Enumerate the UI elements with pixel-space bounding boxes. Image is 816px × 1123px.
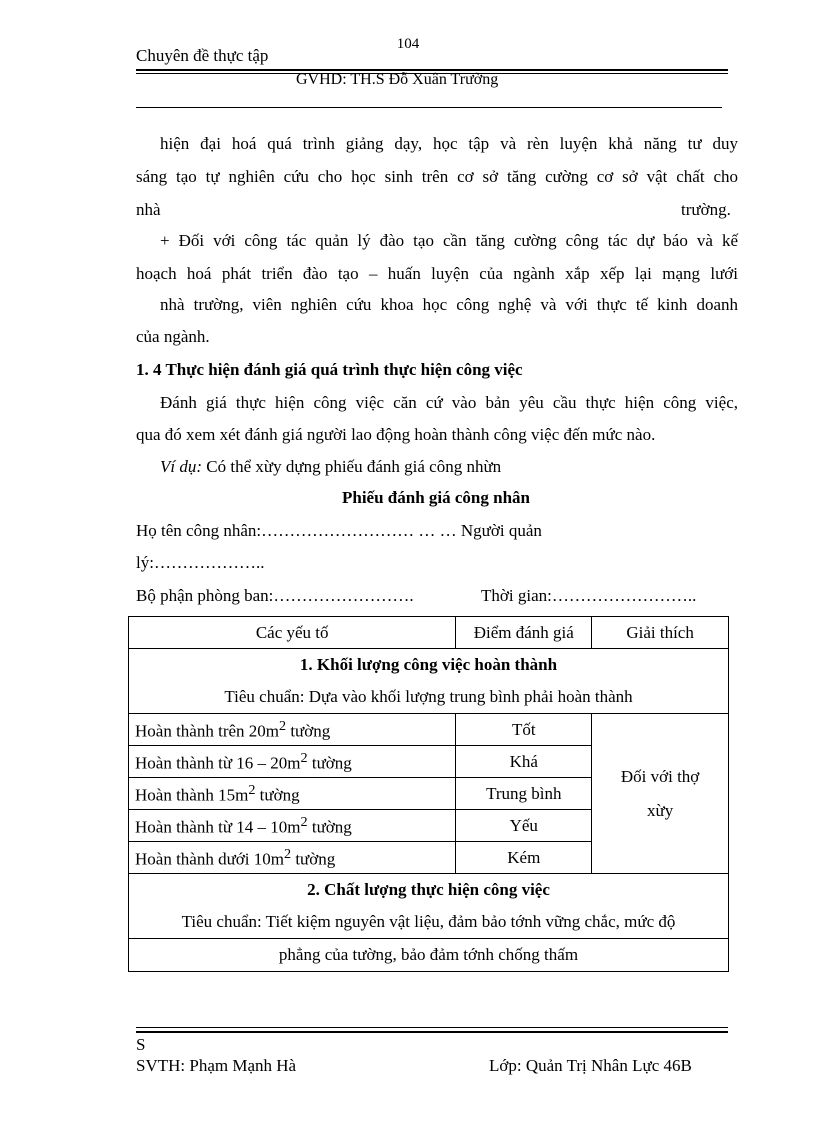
section2-title: 2. Chất lượng thực hiện công việc [307, 880, 550, 899]
footer-class: Lớp: Quản Trị Nhân Lực 46B [489, 1056, 692, 1075]
section2-criterion-1: Tiêu chuẩn: Tiết kiệm nguyên vật liệu, đảm bảo tớnh vững chắc, mức độ [181, 912, 676, 931]
header-factors: Các yếu tố [129, 617, 456, 649]
section2-row [129, 874, 729, 939]
para1-line1: hiện đại hoá quá trình giảng dạy, học tập và rèn luyện khả năng tư duy [160, 134, 738, 153]
table-row [129, 714, 729, 746]
form-department: Bộ phận phòng ban:……………………. [136, 586, 414, 605]
explanation-cell: Đối với thợ xừy [592, 714, 729, 874]
form-worker-name: Họ tên công nhân:……………………… … … Người quản [136, 521, 542, 540]
form-title: Phiếu đánh giá công nhân [341, 488, 530, 507]
para2-line1: + Đối với công tác quản lý đào tạo cần tăng cường công tác dự báo và kế [160, 231, 738, 250]
form-manager: lý:……………….. [136, 553, 265, 572]
header-title: Chuyên đề thực tập [136, 46, 269, 65]
section1-cell [129, 649, 729, 714]
section2-criterion-2: phẳng của tường, bảo đảm tớnh chống thấm [129, 939, 729, 972]
page-number: 104 [396, 36, 420, 52]
header-supervisor: GVHD: TH.S Đỗ Xuân Trường [296, 71, 499, 88]
para1-line3a: nhà [136, 200, 161, 219]
para2-line2: hoạch hoá phát triển đào tạo – huấn luyện của ngành xắp xếp lại mạng lưới [136, 264, 738, 283]
para3-line2: qua đó xem xét đánh giá người lao động hoàn thành công việc đến mức nào. [136, 425, 656, 444]
para2-line3: nhà trường, viên nghiên cứu khoa học công nghệ và với thực tế kinh doanh [160, 295, 738, 314]
header-score: Điểm đánh giá [456, 617, 592, 649]
form-time: Thời gian:…………………….. [481, 586, 697, 605]
section1-title: 1. Khối lượng công việc hoàn thành [299, 655, 558, 674]
section-heading: 1. 4 Thực hiện đánh giá quá trình thực hiện công việc [136, 360, 523, 379]
example-label: Ví dụ: [160, 457, 203, 476]
factor-cell: Hoàn thành trên $20m^2$ tường [129, 714, 456, 746]
footer-rule [136, 1031, 728, 1033]
score-cell: Yếu [456, 810, 592, 842]
section2-cell [129, 874, 729, 939]
factor-cell: Hoàn thành từ $14 - 10m^2$ tường [129, 810, 456, 842]
example-text: Có thể xừy dựng phiếu đánh giá công nhừn [202, 457, 502, 476]
score-cell: Tốt [456, 714, 592, 746]
para1-line3b: trường. [681, 200, 731, 219]
score-cell: Trung bình [456, 778, 592, 810]
footer-student: SVTH: Phạm Mạnh Hà [136, 1056, 297, 1075]
section1-criterion: Tiêu chuẩn: Dựa vào khối lượng trung bình phải hoàn thành [224, 687, 633, 706]
header-explanation: Giải thích [592, 617, 729, 649]
para1-line2: sáng tạo tự nghiên cứu cho học sinh trên cơ sở tăng cường cơ sở vật chất cho [136, 167, 738, 186]
section2-row-cont [129, 939, 729, 972]
example-line [160, 457, 501, 477]
table-header-row [129, 617, 729, 649]
factor-cell: Hoàn thành $15m^2$ tường [129, 778, 456, 810]
header-underline [136, 107, 722, 108]
footer-mark: S [136, 1035, 146, 1054]
factor-cell: Hoàn thành từ $16 - 20m^2$ tường [129, 746, 456, 778]
score-cell: Khá [456, 746, 592, 778]
para3-line1: Đánh giá thực hiện công việc căn cứ vào bản yêu cầu thực hiện công việc, [160, 393, 738, 412]
para2-line4: của ngành. [136, 327, 210, 346]
evaluation-table [128, 616, 729, 972]
section1-row [129, 649, 729, 714]
footer-rule-thin [136, 1027, 728, 1028]
factor-cell: Hoàn thành dưới $10m^2$ tường [129, 842, 456, 874]
score-cell: Kém [456, 842, 592, 874]
